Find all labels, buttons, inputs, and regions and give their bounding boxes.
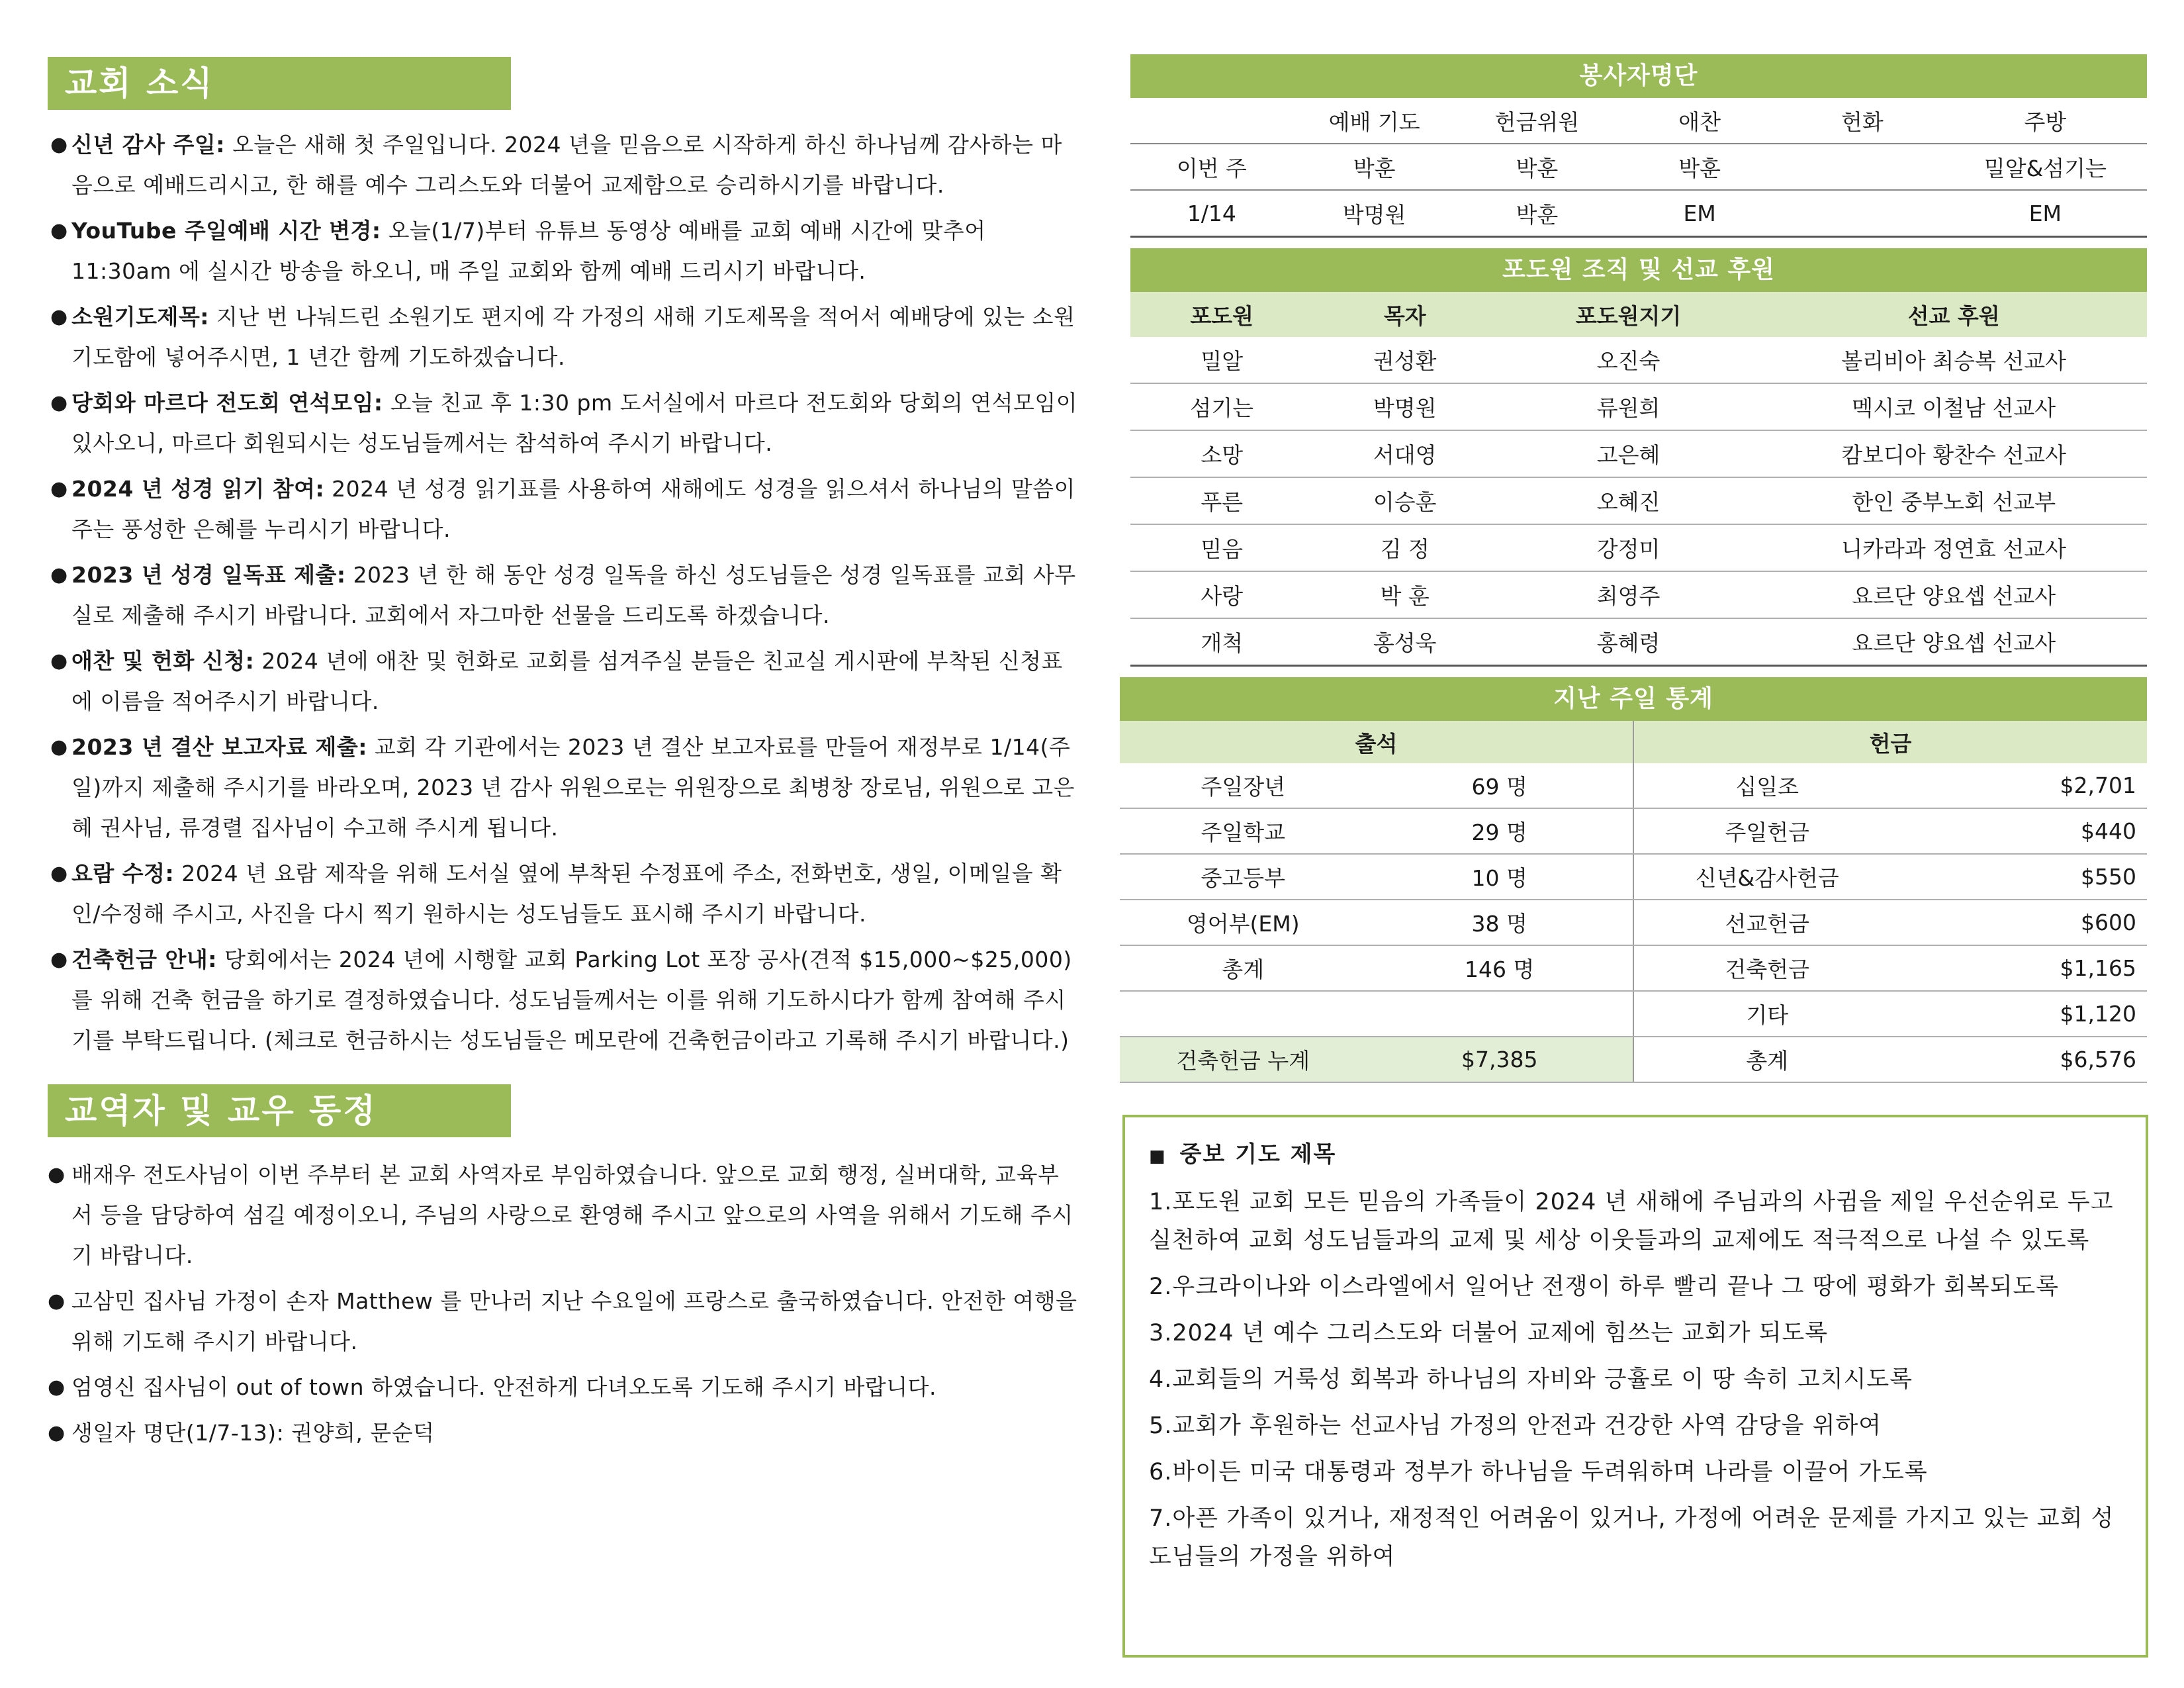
table-header-row [1130, 292, 2147, 337]
left-column [48, 57, 1080, 1458]
news-item-text: 오늘 친교 후 1:30 pm 도서실에서 마르다 전도회와 당회의 연석모임이 있사오니, 마르다 회원되시는 성도님들께서는 참석하여 주시기 바랍니다. [71, 390, 1078, 456]
prayer-title-text: 중보 기도 제목 [1179, 1141, 1337, 1168]
table-cell: 박훈 [1456, 144, 1619, 190]
news-item [48, 555, 1080, 635]
table-cell: 박훈 [1618, 144, 1781, 190]
table-cell: 최영주 [1496, 571, 1760, 618]
table-row [1130, 383, 2147, 430]
news-item-title: 요람 수정: [71, 861, 175, 886]
offering-label: 주일헌금 [1633, 808, 1901, 854]
prayer-item: 1.포도원 교회 모든 믿음의 가족들이 2024 년 새해에 주님과의 사귐을 제일 우선순위로 두고 실천하여 교회 성도님들과의 교제 및 세상 이웃들과의 교제에도 적극적으로 나설 수 있도록 [1149, 1189, 2114, 1254]
prayer-item: 2.우크라이나와 이스라엘에서 일어난 전쟁이 하루 빨리 끝나 그 땅에 평화가 회복되도록 [1149, 1274, 2060, 1300]
news-item-title: 애찬 및 헌화 신청: [71, 648, 255, 674]
table-row [1120, 945, 2147, 991]
offering-value: $1,120 [1901, 991, 2148, 1037]
table-cell [1781, 144, 1944, 190]
prayer-item: 7.아픈 가족이 있거나, 재정적인 어려움이 있거나, 가정에 어려운 문제를 가지고 있는 교회 성도님들의 가정을 위하여 [1149, 1505, 2115, 1570]
news-item [48, 853, 1080, 934]
prayer-item: 5.교회가 후원하는 선교사님 가정의 안전과 건강한 사역 감당을 위하여 [1149, 1413, 1882, 1439]
news-item-title: 2023 년 성경 일독표 제출: [71, 562, 346, 588]
table-row [1120, 1037, 2147, 1082]
table-cell: 밀알&섬기는 [1944, 144, 2147, 190]
table-row [1120, 763, 2147, 808]
bullet-icon: ● [50, 477, 68, 500]
table-cell: EM [1618, 190, 1781, 237]
table-cell: 푸른 [1130, 477, 1313, 524]
news-item [48, 297, 1080, 377]
attendance-label [1120, 991, 1366, 1037]
bullet-icon: ● [50, 735, 68, 759]
table-header-cell: 포도원지기 [1496, 292, 1760, 337]
offering-value: $2,701 [1901, 763, 2148, 808]
offering-value: $600 [1901, 900, 2148, 945]
news-item-text: 오늘(1/7)부터 유튜브 동영상 예배를 교회 예배 시간에 맞추어 11:30am 에 실시간 방송을 하오니, 매 주일 교회와 함께 예배 드리시기 바랍니다. [71, 218, 986, 284]
bullet-icon: ● [50, 563, 68, 586]
news-item-text: 2024 년에 애찬 및 헌화로 교회를 섬겨주실 분들은 친교실 게시판에 부착된 신청표에 이름을 적어주시기 바랍니다. [71, 648, 1063, 714]
stats-table [1120, 721, 2147, 1083]
news-item-title: 신년 감사 주일: [71, 132, 225, 158]
staff-item [48, 1367, 1080, 1407]
table-cell: 믿음 [1130, 524, 1313, 571]
staff-list [48, 1154, 1080, 1453]
table-cell: 멕시코 이철남 선교사 [1760, 383, 2147, 430]
offering-value: $1,165 [1901, 945, 2148, 991]
news-item [48, 939, 1080, 1060]
table-cell: 이번 주 [1130, 144, 1293, 190]
offering-label: 기타 [1633, 991, 1901, 1037]
news-item-text: 2024 년 요람 제작을 위해 도서실 옆에 부착된 수정표에 주소, 전화번호, 생일, 이메일을 확인/수정해 주시고, 사진을 다시 찍기 원하시는 성도님들도 표시해 주시기 바랍니다. [71, 861, 1062, 927]
stats-title: 지난 주일 통계 [1120, 677, 2147, 721]
table-cell: 박명원 [1293, 190, 1456, 237]
offering-value: $440 [1901, 808, 2148, 854]
attendance-label: 영어부(EM) [1120, 900, 1366, 945]
news-item-text: 지난 번 나눠드린 소원기도 편지에 각 가정의 새해 기도제목을 적어서 예배당에 있는 소원기도함에 넣어주시면, 1 년간 함께 기도하겠습니다. [71, 304, 1075, 370]
news-item [48, 124, 1080, 205]
prayer-title [1149, 1136, 2122, 1168]
staff-item [48, 1413, 1080, 1453]
table-cell: 강정미 [1496, 524, 1760, 571]
news-item-title: 건축헌금 안내: [71, 947, 217, 972]
table-cell: 박훈 [1293, 144, 1456, 190]
bullet-icon: ● [50, 649, 68, 673]
table-cell: 요르단 양요셉 선교사 [1760, 571, 2147, 618]
table-row [1130, 571, 2147, 618]
staff-item-text: 배재우 전도사님이 이번 주부터 본 교회 사역자로 부임하였습니다. 앞으로 교회 행정, 실버대학, 교육부서 등을 담당하여 섬길 예정이오니, 주님의 사랑으로 환영해 주시고 앞으로의 사역을 위해서 기도해 주시기 바랍니다. [71, 1162, 1073, 1268]
servers-table [1130, 98, 2147, 238]
staff-item-text: 고삼민 집사님 가정이 손자 Matthew 를 만나러 지난 수요일에 프랑스로 출국하였습니다. 안전한 여행을 위해 기도해 주시기 바랍니다. [71, 1288, 1077, 1354]
news-item [48, 383, 1080, 463]
attendance-value: 29 명 [1366, 808, 1633, 854]
table-row [1130, 144, 2147, 190]
news-item [48, 469, 1080, 549]
news-item [48, 727, 1080, 848]
right-column [1130, 54, 2147, 1083]
table-cell: 이승훈 [1313, 477, 1496, 524]
building-total-label: 건축헌금 누계 [1120, 1037, 1366, 1082]
offering-header: 헌금 [1633, 721, 2147, 763]
table-cell: 볼리비아 최승복 선교사 [1760, 337, 2147, 383]
vineyard-table [1130, 292, 2147, 667]
attendance-label: 주일학교 [1120, 808, 1366, 854]
offering-label: 건축헌금 [1633, 945, 1901, 991]
news-item-text: 오늘은 새해 첫 주일입니다. 2024 년을 믿음으로 시작하게 하신 하나님께 감사하는 마음으로 예배드리시고, 한 해를 예수 그리스도와 더불어 교제함으로 승리하시기를 바랍니다. [71, 132, 1062, 198]
attendance-value: 146 명 [1366, 945, 1633, 991]
table-cell: 오진숙 [1496, 337, 1760, 383]
staff-section-title: 교역자 및 교우 동정 [48, 1084, 511, 1137]
table-cell: 섬기는 [1130, 383, 1313, 430]
news-item-title: 2023 년 결산 보고자료 제출: [71, 734, 367, 760]
table-header-cell: 헌금위원 [1456, 98, 1619, 144]
bullet-icon: ● [50, 391, 68, 414]
table-cell: 류원희 [1496, 383, 1760, 430]
attendance-label: 주일장년 [1120, 763, 1366, 808]
news-item-text: 2024 년 성경 읽기표를 사용하여 새해에도 성경을 읽으셔서 하나님의 말씀이 주는 풍성한 은혜를 누리시기 바랍니다. [71, 476, 1075, 542]
attendance-value: 10 명 [1366, 854, 1633, 900]
news-item-title: YouTube 주일예배 시간 변경: [71, 218, 381, 244]
table-cell: 소망 [1130, 430, 1313, 477]
table-cell: 김 정 [1313, 524, 1496, 571]
table-header-row [1130, 98, 2147, 144]
bullet-icon: ● [48, 1376, 66, 1399]
offering-label: 신년&감사헌금 [1633, 854, 1901, 900]
table-cell: 서대영 [1313, 430, 1496, 477]
staff-item [48, 1281, 1080, 1362]
table-cell: 밀알 [1130, 337, 1313, 383]
offering-value: $550 [1901, 854, 2148, 900]
table-cell: EM [1944, 190, 2147, 237]
table-cell: 캄보디아 황찬수 선교사 [1760, 430, 2147, 477]
table-cell: 오혜진 [1496, 477, 1760, 524]
table-cell: 사랑 [1130, 571, 1313, 618]
news-section-title: 교회 소식 [48, 57, 511, 110]
table-header-cell: 목자 [1313, 292, 1496, 337]
table-row [1130, 430, 2147, 477]
staff-item-text: 엄영신 집사님이 out of town 하였습니다. 안전하게 다녀오도록 기도해 주시기 바랍니다. [71, 1374, 936, 1400]
servers-title: 봉사자명단 [1130, 54, 2147, 98]
table-row [1130, 190, 2147, 237]
table-row [1120, 854, 2147, 900]
news-item-title: 소원기도제목: [71, 304, 209, 330]
news-item-text: 당회에서는 2024 년에 시행할 교회 Parking Lot 포장 공사(견적 $15,000~$25,000)를 위해 건축 헌금을 하기로 결정하였습니다. 성도님들께서는 이를 위해 기도하시다가 함께 참여해 주시기를 부탁드립니다. (체크로 헌금하시는 성도님들은 메모란에 건축헌금이라고 기록해 주시기 바랍니다.) [71, 947, 1072, 1053]
attendance-value: 69 명 [1366, 763, 1633, 808]
prayer-item: 3.2024 년 예수 그리스도와 더불어 교제에 힘쓰는 교회가 되도록 [1149, 1320, 1829, 1346]
table-header-cell: 주방 [1944, 98, 2147, 144]
attendance-header: 출석 [1120, 721, 1633, 763]
news-item-title: 2024 년 성경 읽기 참여: [71, 476, 325, 502]
attendance-value [1366, 991, 1633, 1037]
bullet-icon: ● [50, 948, 68, 971]
table-cell: 고은혜 [1496, 430, 1760, 477]
prayer-box [1122, 1115, 2148, 1658]
bullet-icon: ● [48, 1163, 66, 1186]
table-cell [1781, 190, 1944, 237]
table-row [1130, 618, 2147, 666]
offering-value: $6,576 [1901, 1037, 2148, 1082]
table-row [1120, 808, 2147, 854]
table-cell: 홍혜령 [1496, 618, 1760, 666]
news-item-text: 2023 년 한 해 동안 성경 일독을 하신 성도님들은 성경 일독표를 교회 사무실로 제출해 주시기 바랍니다. 교회에서 자그마한 선물을 드리도록 하겠습니다. [71, 562, 1076, 628]
attendance-value: 38 명 [1366, 900, 1633, 945]
bullet-icon: ● [50, 219, 68, 242]
table-row [1120, 900, 2147, 945]
attendance-label: 총계 [1120, 945, 1366, 991]
bullet-icon: ● [48, 1289, 66, 1313]
table-header-cell: 포도원 [1130, 292, 1313, 337]
building-total-value: $7,385 [1366, 1037, 1633, 1082]
offering-label: 십일조 [1633, 763, 1901, 808]
table-row [1130, 337, 2147, 383]
table-cell: 한인 중부노회 선교부 [1760, 477, 2147, 524]
offering-label: 선교헌금 [1633, 900, 1901, 945]
table-row [1130, 477, 2147, 524]
news-item [48, 641, 1080, 722]
table-cell: 박 훈 [1313, 571, 1496, 618]
table-cell: 권성환 [1313, 337, 1496, 383]
news-item-title: 당회와 마르다 전도회 연석모임: [71, 390, 383, 416]
staff-item-text: 생일자 명단(1/7-13): 권양희, 문순덕 [71, 1420, 435, 1446]
table-header-cell: 예배 기도 [1293, 98, 1456, 144]
bullet-icon: ● [48, 1421, 66, 1444]
square-bullet-icon: ■ [1149, 1147, 1167, 1166]
attendance-label: 중고등부 [1120, 854, 1366, 900]
offering-label: 총계 [1633, 1037, 1901, 1082]
table-cell: 박명원 [1313, 383, 1496, 430]
news-list [48, 124, 1080, 1060]
vineyard-title: 포도원 조직 및 선교 후원 [1130, 248, 2147, 292]
table-cell: 1/14 [1130, 190, 1293, 237]
table-row [1120, 991, 2147, 1037]
news-item-text: 교회 각 기관에서는 2023 년 결산 보고자료를 만들어 재정부로 1/14(주일)까지 제출해 주시기를 바라오며, 2023 년 감사 위원으로는 위원장으로 최병창 장로님, 위원으로 고은혜 권사님, 류경렬 집사님이 수고해 주시게 됩니다. [71, 734, 1075, 841]
prayer-item: 6.바이든 미국 대통령과 정부가 하나님을 두려워하며 나라를 이끌어 가도록 [1149, 1459, 1928, 1485]
bullet-icon: ● [50, 305, 68, 328]
table-cell: 홍성욱 [1313, 618, 1496, 666]
prayer-item: 4.교회들의 거룩성 회복과 하나님의 자비와 긍휼로 이 땅 속히 고치시도록 [1149, 1366, 1913, 1393]
table-cell: 니카라과 정연효 선교사 [1760, 524, 2147, 571]
bullet-icon: ● [50, 862, 68, 885]
table-header-cell [1130, 98, 1293, 144]
table-header-cell: 헌화 [1781, 98, 1944, 144]
staff-item [48, 1154, 1080, 1276]
table-header-cell: 애찬 [1618, 98, 1781, 144]
table-cell: 개척 [1130, 618, 1313, 666]
table-header-cell: 선교 후원 [1760, 292, 2147, 337]
table-cell: 박훈 [1456, 190, 1619, 237]
news-item [48, 211, 1080, 291]
table-cell: 요르단 양요셉 선교사 [1760, 618, 2147, 666]
table-row [1130, 524, 2147, 571]
table-header-row [1120, 721, 2147, 763]
bullet-icon: ● [50, 133, 68, 156]
